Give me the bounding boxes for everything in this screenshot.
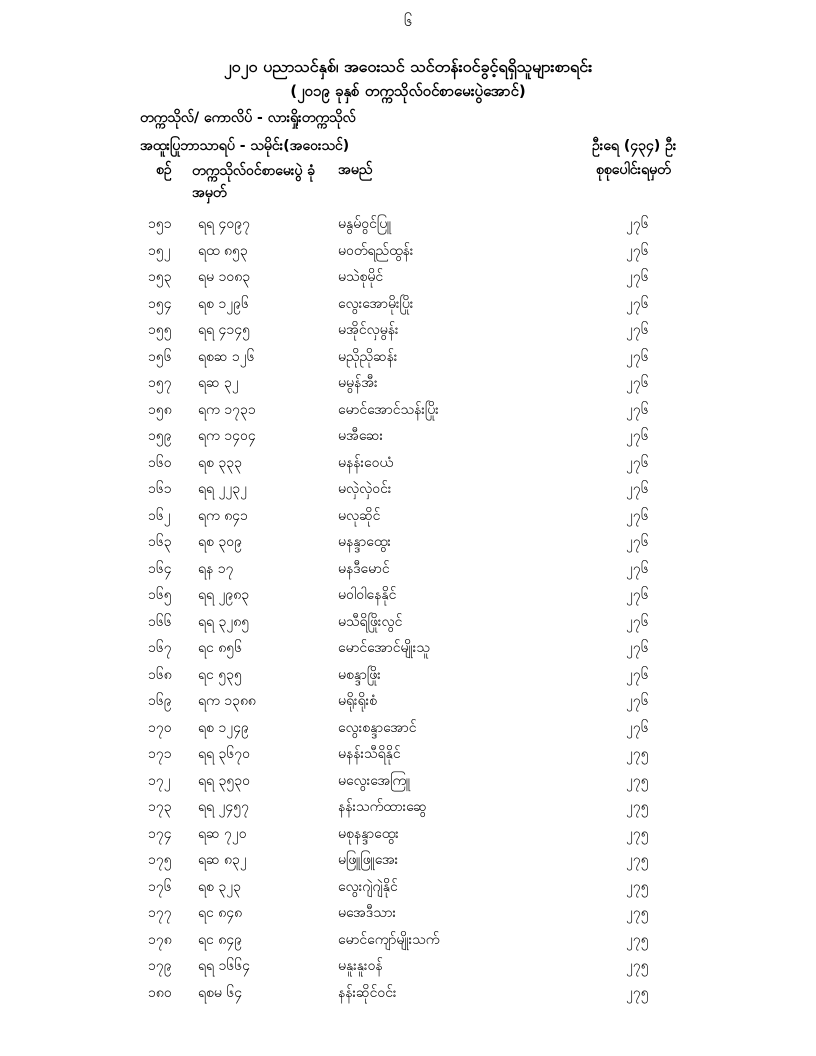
row-number: ၁၆၆ (148, 613, 172, 630)
roll-number: ရက ၈၄၁ (198, 507, 248, 524)
row-number: ၁၆၇ (148, 640, 172, 656)
student-name: မနန်းဝေယံ (338, 454, 394, 471)
table-row (0, 532, 816, 559)
student-name: လွေးစန္ဒာအောင် (338, 719, 417, 736)
university-line: တက္ကသိုလ်/ ကောလိပ် - လားရှိုးတက္ကသိုလ် (140, 110, 356, 126)
row-number: ၁၆၅ (148, 587, 172, 603)
table-row (0, 585, 816, 612)
row-number: ၁၇၇ (148, 905, 172, 921)
row-number: ၁၇၂ (148, 772, 171, 789)
table-row (0, 691, 816, 718)
table-row (0, 930, 816, 957)
total-mark: ၂၇၅ (626, 772, 649, 789)
total-mark: ၂၇၆ (626, 348, 649, 365)
roll-number: ရရ ၃၂၈၅ (198, 613, 250, 630)
student-name: မလှဲလှဲဝင်း (338, 481, 392, 497)
total-mark: ၂၇၆ (626, 375, 649, 391)
table-row (0, 506, 816, 533)
table-row (0, 850, 816, 877)
total-mark: ၂၇၆ (626, 269, 649, 285)
student-name: မသဲစုမိုင် (338, 269, 384, 285)
student-name: နန်းသက်ထားဆွေ (338, 799, 427, 815)
header-roll: တက္ကသိုလ်ဝင်စာမေးပွဲ ခုံအမှတ် (192, 163, 316, 201)
student-name: မမွန်အီး (338, 375, 378, 391)
header-mark: စုစုပေါင်းရမှတ် (596, 162, 671, 178)
total-mark: ၂၇၆ (626, 428, 649, 444)
roll-number: ရဆ ၈၃၂ (198, 852, 247, 868)
student-name: မောင်အောင်သန်းပြိုး (338, 401, 439, 418)
table-row (0, 983, 816, 1010)
student-name: မနူးနူးဝန် (338, 958, 383, 974)
roll-number: ရရ ၃၅၃၀ (198, 772, 251, 789)
roll-number: ရထ ၈၅၃ (198, 242, 248, 259)
total-mark: ၂၇၆ (626, 322, 649, 338)
roll-number: ရမ ၁၀၈၃ (198, 269, 251, 285)
row-number: ၁၅၃ (148, 269, 172, 285)
row-number: ၁၆၈ (148, 666, 172, 683)
table-row (0, 294, 816, 321)
row-number: ၁၇၆ (148, 878, 172, 895)
roll-number: ရစ ၃၃၃ (198, 454, 242, 471)
table-row (0, 665, 816, 692)
student-name: မောင်ကျော်မျိုးသက် (338, 931, 440, 948)
roll-number: ရက ၁၃၈၈ (198, 693, 256, 709)
student-name: မဝတ်ရည်ထွန်း (338, 242, 414, 259)
student-name: လွေးဂျဲဂျဲနိုင် (338, 878, 398, 895)
row-number: ၁၈၀ (148, 984, 172, 1001)
total-count: ဦးရေ (၄၃၄) ဦး (592, 138, 677, 154)
roll-number: ရစ ၃၂၃ (198, 878, 241, 895)
table-row (0, 373, 816, 400)
table-row (0, 453, 816, 480)
total-mark: ၂၇၆ (626, 507, 649, 524)
results-table (0, 214, 816, 1009)
total-mark: ၂၇၆ (626, 295, 649, 312)
table-row (0, 559, 816, 586)
row-number: ၁၇၁ (148, 746, 172, 762)
total-mark: ၂၇၅ (626, 931, 649, 948)
total-mark: ၂၇၆ (626, 666, 649, 683)
roll-number: ရရ ၃၆၇၀ (198, 746, 251, 762)
table-row (0, 956, 816, 983)
student-name: မစုနန္ဒာထွေး (338, 825, 399, 842)
student-name: မနန်းသီရိနိုင် (338, 746, 401, 762)
row-number: ၁၇၉ (148, 958, 172, 974)
roll-number: ရရ ၁၆၆၄ (198, 958, 251, 974)
row-number: ၁၇၄ (148, 825, 172, 842)
total-mark: ၂၇၆ (626, 587, 649, 603)
roll-number: ရက ၁၇၃၁ (198, 401, 256, 418)
student-name: မောင်အောင်မျိုးသူ (338, 640, 430, 656)
table-row (0, 744, 816, 771)
row-number: ၁၆၀ (148, 454, 172, 471)
row-number: ၁၆၃ (148, 534, 172, 550)
total-mark: ၂၇၆ (626, 693, 649, 709)
row-number: ၁၇၅ (148, 852, 172, 868)
roll-number: ရရ ၂၉၈၃ (198, 587, 250, 603)
student-name: မသီရိဖြိုးလွင် (338, 613, 403, 630)
table-row (0, 347, 816, 374)
total-mark: ၂၇၅ (626, 852, 649, 868)
table-row (0, 612, 816, 639)
student-name: မနန္ဒာထွေး (338, 534, 391, 550)
roll-number: ရဆ ၇၂၀ (198, 825, 247, 842)
total-mark: ၂၇၅ (626, 746, 649, 762)
table-row (0, 214, 816, 241)
table-row (0, 824, 816, 851)
roll-number: ရင ၈၄၉ (198, 931, 243, 948)
roll-number: ရစမ ၆၄ (198, 984, 243, 1001)
row-number: ၁၅၈ (148, 401, 172, 418)
table-row (0, 479, 816, 506)
student-name: မအေဒီသား (338, 905, 397, 921)
roll-number: ရရ ၂၄၅၇ (198, 799, 250, 815)
roll-number: ရန ၁၇ (198, 560, 234, 577)
student-name: မလွေးအေကြူ (338, 772, 411, 789)
row-number: ၁၇၀ (148, 719, 172, 736)
row-number: ၁၅၇ (148, 375, 172, 391)
roll-number: ရစ ၃၀၉ (198, 534, 242, 550)
document-subtitle: (၂၀၁၉ ခုနှစ် တက္ကသိုလ်ဝင်စာမေးပွဲအောင်) (290, 82, 526, 100)
table-row (0, 267, 816, 294)
row-number: ၁၆၁ (148, 481, 172, 497)
row-number: ၁၆၄ (148, 560, 172, 577)
student-name: မအိုင်လှမွန်း (338, 322, 399, 338)
total-mark: ၂၇၅ (626, 984, 649, 1001)
total-mark: ၂၇၅ (626, 878, 649, 895)
student-name: နန်းဆိုင်ဝင်း (338, 984, 397, 1001)
table-row (0, 877, 816, 904)
roll-number: ရဆ ၃၂ (198, 375, 239, 391)
total-mark: ၂၇၆ (626, 534, 649, 550)
header-no: စဉ် (156, 162, 172, 178)
total-mark: ၂၇၆ (626, 613, 649, 630)
roll-number: ရင ၈၄၈ (198, 905, 243, 921)
row-number: ၁၅၉ (148, 428, 172, 444)
total-mark: ၂၇၆ (626, 454, 649, 471)
row-number: ၁၆၉ (148, 693, 172, 709)
roll-number: ရစ ၁၂၉၆ (198, 295, 249, 312)
table-row (0, 426, 816, 453)
row-number: ၁၅၂ (148, 242, 171, 259)
student-name: မဝါဝါနေနိုင် (338, 587, 397, 603)
total-mark: ၂၇၅ (626, 905, 649, 921)
table-row (0, 241, 816, 268)
total-mark: ၂၇၆ (626, 401, 649, 418)
header-name: အမည် (338, 162, 373, 178)
total-mark: ၂၇၆ (626, 640, 649, 656)
student-name: မနဒီမောင် (338, 560, 390, 577)
total-mark: ၂၇၆ (626, 560, 649, 577)
row-number: ၁၅၄ (148, 295, 172, 312)
total-mark: ၂၇၅ (626, 958, 649, 974)
roll-number: ရစဆ ၁၂၆ (198, 348, 255, 365)
table-row (0, 903, 816, 930)
student-name: မရိုးရိုးစံ (338, 693, 378, 709)
student-name: မလုဆိုင် (338, 507, 381, 524)
document-title: ၂၀၂၀ ပညာသင်နှစ်၊ အဝေးသင် သင်တန်းဝင်ခွင့်ရရှိသူများစာရင်း (223, 57, 593, 76)
roll-number: ရစ ၁၂၄၉ (198, 719, 249, 736)
roll-number: ရရ ၂၂၃၂ (198, 481, 248, 497)
total-mark: ၂၇၆ (626, 719, 649, 736)
total-mark: ၂၇၆ (626, 481, 649, 497)
roll-number: ရရ ၄၁၄၅ (198, 322, 251, 338)
row-number: ၁၇၈ (148, 931, 172, 948)
roll-number: ရင ၈၅၆ (198, 640, 243, 656)
roll-number: ရင ၅၃၅ (198, 666, 242, 683)
table-row (0, 718, 816, 745)
total-mark: ၂၇၆ (626, 242, 649, 259)
roll-number: ရက ၁၄၀၄ (198, 428, 256, 444)
table-row (0, 797, 816, 824)
student-name: မအီဆေး (338, 428, 383, 444)
student-name: မညိုညိုဆန်း (338, 348, 398, 365)
total-mark: ၂၇၅ (626, 825, 649, 842)
total-mark: ၂၇၅ (626, 799, 649, 815)
row-number: ၁၅၅ (148, 322, 172, 338)
student-name: လွေးအောမိုးပြိုး (338, 295, 414, 312)
row-number: ၁၅၁ (148, 216, 172, 232)
row-number: ၁၅၆ (148, 348, 172, 365)
table-row (0, 638, 816, 665)
student-name: မစန္ဒာဖြိုး (338, 666, 381, 683)
row-number: ၁၇၃ (148, 799, 172, 815)
table-row (0, 320, 816, 347)
table-row (0, 400, 816, 427)
total-mark: ၂၇၆ (626, 216, 649, 232)
page-number: ၆ (403, 12, 413, 30)
table-row (0, 771, 816, 798)
student-name: မနွမ်ဝွင်ပြူ (338, 216, 392, 232)
row-number: ၁၆၂ (148, 507, 171, 524)
student-name: မဖြူဖြူအေး (338, 852, 399, 868)
subject-line: အထူးပြုဘာသာရပ် - သမိုင်း(အဝေးသင်) (140, 138, 350, 154)
roll-number: ရရ ၄၀၉၇ (198, 216, 251, 232)
